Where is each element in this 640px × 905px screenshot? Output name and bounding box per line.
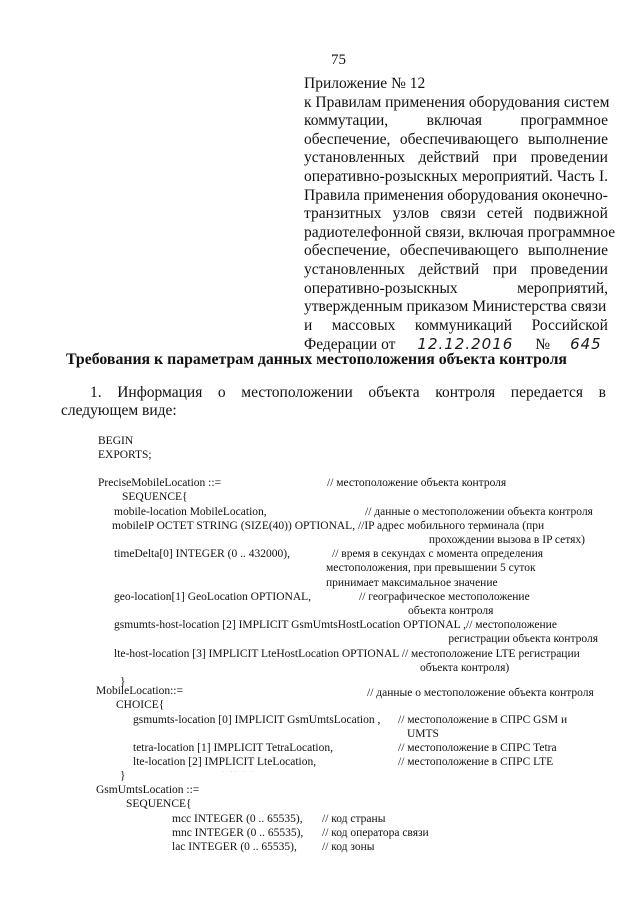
appendix-word: установленных — [304, 149, 405, 167]
code-tetra-location: tetra-location [1] IMPLICIT TetraLocation, — [133, 742, 333, 754]
appendix-word: коммуникаций — [414, 316, 513, 334]
appendix-word: мероприятий, — [517, 279, 608, 297]
code-mnc-comment: // код оператора связи — [322, 827, 429, 839]
code-mobile-location-def: MobileLocation::= — [96, 685, 183, 697]
appendix-line — [304, 94, 608, 113]
appendix-line — [304, 317, 608, 336]
code-choice: CHOICE{ — [116, 699, 165, 711]
appendix-word: узлов — [392, 205, 430, 223]
appendix-line — [304, 223, 616, 243]
appendix-word: оперативно-розыскных — [304, 279, 458, 297]
appendix-block — [304, 75, 616, 355]
appendix-line — [304, 261, 608, 280]
appendix-word: выполнение — [528, 130, 608, 148]
appendix-word: при — [492, 149, 518, 167]
code-gsmumts-location-comment-2: UMTS — [407, 728, 439, 740]
code-mobile-location-def-comment: // данные о местоположение объекта контроля — [367, 687, 594, 699]
code-close-brace-2: } — [120, 770, 126, 782]
appendix-word: применения — [363, 186, 444, 204]
intro-paragraph-line-2: следующем виде: — [61, 402, 177, 419]
code-lte-host: lte-host-location [3] IMPLICIT LteHostLocation OPTIONAL // местоположение LTE регистрации — [114, 648, 580, 660]
appendix-title: Приложение № 12 — [304, 75, 426, 92]
code-gsmumts-host: gsmumts-host-location [2] IMPLICIT GsmUmtsHostLocation OPTIONAL ,// местоположение — [114, 619, 557, 631]
appendix-word: Российской — [531, 316, 608, 334]
appendix-line — [304, 149, 608, 168]
code-gsmumts-host-comment: регистрации объекта контроля — [448, 633, 598, 645]
handwritten-date: 12.12.2016 — [417, 335, 514, 354]
appendix-word: I. — [598, 167, 608, 185]
appendix-word: Правила — [304, 186, 361, 204]
paragraph-word: местоположении — [241, 384, 353, 401]
signature-prefix: Федерации от — [304, 336, 396, 354]
code-geo-location-comment-2: объекта контроля — [408, 605, 494, 617]
appendix-text — [304, 93, 616, 336]
code-lac: lac INTEGER (0 .. 65535), — [172, 841, 297, 853]
appendix-line — [304, 280, 608, 299]
code-geo-location-comment-1: // географическое местоположение — [359, 591, 530, 603]
appendix-word: проведении — [530, 260, 608, 278]
appendix-word: обеспечение, — [304, 242, 391, 260]
appendix-line — [304, 112, 608, 131]
appendix-word: подвижной — [533, 205, 608, 223]
code-mcc-comment: // код страны — [322, 813, 386, 825]
intro-paragraph — [61, 384, 606, 420]
appendix-word: оконечно- — [541, 186, 608, 204]
appendix-word: действий — [418, 260, 480, 278]
appendix-word: действий — [418, 149, 480, 167]
code-mnc: mnc INTEGER (0 .. 65535), — [172, 827, 304, 839]
appendix-line — [304, 187, 608, 206]
appendix-word: коммутации, — [304, 112, 389, 130]
code-mobile-ip-comment: прохождении вызова в IP сетях) — [428, 534, 585, 546]
code-gsm-umts-location-def: GsmUmtsLocation ::= — [96, 784, 200, 796]
code-time-delta-comment-1: // время в секундах с момента определения — [332, 548, 544, 560]
code-lte-host-comment: объекта контроля) — [420, 662, 510, 674]
appendix-line — [304, 205, 608, 224]
code-gsmumts-location-comment-1: // местоположение в СПРС GSM и — [398, 714, 568, 726]
section-heading: Требования к параметрам данных местоположения объекта контроля — [66, 351, 567, 368]
intro-paragraph-line-1 — [90, 384, 606, 402]
handwritten-order-number: 645 — [570, 335, 602, 354]
appendix-word: транзитных — [304, 205, 382, 223]
paragraph-word: Информация — [117, 384, 203, 401]
code-mobile-ip: mobileIP OCTET STRING (SIZE(40)) OPTIONAL, //IP адрес мобильного терминала (при — [112, 520, 545, 532]
paragraph-word: объекта — [368, 384, 420, 401]
code-lte-location-comment: // местоположение в СПРС LTE — [398, 756, 554, 768]
appendix-word: массовых — [331, 316, 396, 334]
code-mcc: mcc INTEGER (0 .. 65535), — [172, 813, 303, 825]
code-sequence-2: SEQUENCE{ — [126, 798, 192, 810]
appendix-word: радиотелефонной связи, включая программное — [304, 223, 616, 241]
code-exports: EXPORTS; — [98, 449, 152, 461]
code-tetra-location-comment: // местоположение в СПРС Tetra — [398, 742, 557, 754]
appendix-line — [304, 242, 608, 261]
appendix-line — [304, 298, 608, 317]
code-time-delta-comment-3: принимает максимальное значение — [326, 577, 498, 589]
code-time-delta: timeDelta[0] INTEGER (0 .. 432000), — [114, 548, 290, 560]
appendix-word: выполнение — [528, 242, 608, 260]
code-close-brace-1: } — [120, 676, 126, 688]
code-begin: BEGIN — [98, 435, 134, 447]
code-geo-location: geo-location[1] GeoLocation OPTIONAL, — [114, 591, 312, 603]
code-time-delta-comment-2: местоположения, при превышении 5 суток — [326, 562, 536, 574]
appendix-word: Часть — [557, 167, 595, 185]
faint-stamp-mark: · ·· · · — [222, 768, 255, 776]
appendix-word: утвержденным приказом Министерства связи — [304, 298, 607, 316]
paragraph-word: передается — [510, 384, 583, 401]
appendix-word: связи — [440, 205, 476, 223]
paragraph-word: о — [217, 384, 226, 401]
appendix-word: обеспечение, — [304, 130, 391, 148]
code-precise-def-comment: // местоположение объекта контроля — [327, 477, 507, 489]
appendix-word: установленных — [304, 260, 405, 278]
appendix-word: мероприятий. — [461, 167, 553, 185]
appendix-word: к Правилам применения оборудования систем — [304, 93, 610, 111]
code-gsmumts-location: gsmumts-location [0] IMPLICIT GsmUmtsLocation , — [133, 714, 381, 726]
appendix-word: программное — [520, 112, 608, 130]
appendix-word: проведении — [530, 149, 608, 167]
page-number: 75 — [331, 52, 346, 68]
appendix-word: оборудования — [447, 186, 539, 204]
paragraph-word: контроля — [435, 384, 496, 401]
appendix-line — [304, 131, 608, 150]
code-mobile-location: mobile-location MobileLocation, — [114, 506, 267, 518]
number-sign: № — [535, 336, 551, 354]
appendix-word: обеспечивающего — [399, 242, 519, 260]
code-lac-comment: // код зоны — [322, 841, 375, 853]
appendix-word: оперативно-розыскных — [304, 167, 458, 185]
appendix-word: обеспечивающего — [399, 130, 519, 148]
code-precise-def: PreciseMobileLocation ::= — [98, 477, 222, 489]
appendix-word: и — [304, 316, 313, 334]
code-lte-location: lte-location [2] IMPLICIT LteLocation, — [133, 756, 317, 768]
paragraph-word: в — [598, 384, 606, 401]
paragraph-word: 1. — [90, 384, 102, 401]
code-sequence-1: SEQUENCE{ — [122, 491, 188, 503]
code-mobile-location-comment: // данные о местоположении объекта контроля — [365, 506, 593, 518]
appendix-word: сетей — [486, 205, 523, 223]
appendix-line — [304, 168, 608, 187]
appendix-word: включая — [426, 112, 483, 130]
appendix-word: при — [492, 260, 518, 278]
